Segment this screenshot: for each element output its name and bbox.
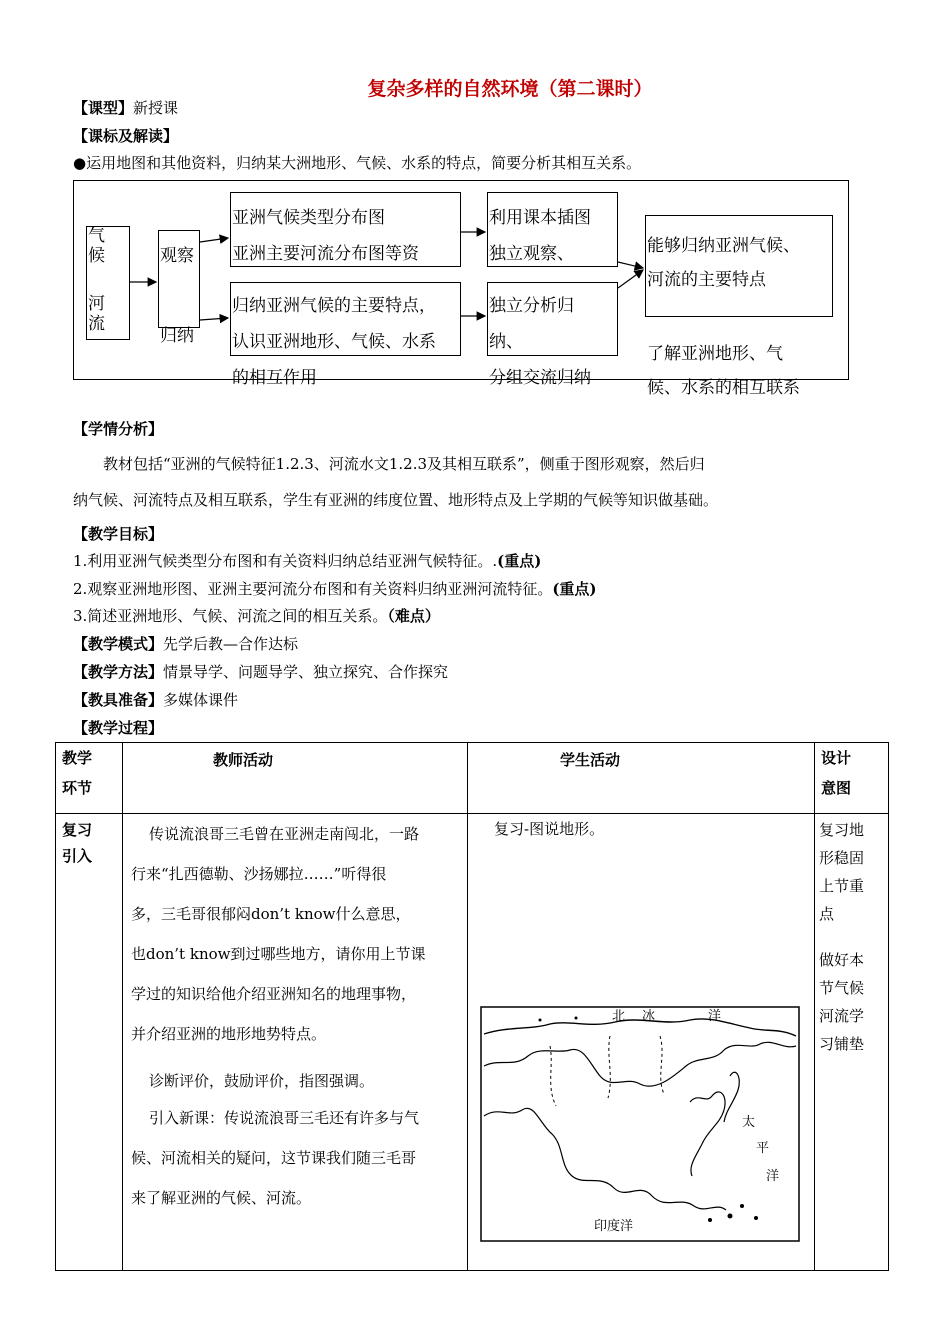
island-dot	[728, 1214, 733, 1219]
flow-maps-line2: 亚洲主要河流分布图等资	[232, 244, 419, 264]
objective-item-3: 3.简述亚洲地形、气候、河流之间的相互关系。（难点）	[73, 607, 440, 625]
standard-bullet: ●运用地图和其他资料，归纳某大洲地形、气候、水系的特点，简要分析其相互关系。	[73, 154, 642, 172]
teacher-text-line: 行来“扎西德勒、沙扬娜拉……”听得很	[131, 865, 387, 883]
arrow-activity1-to-goal	[618, 262, 643, 268]
standard-label: 【课标及解读】	[73, 127, 179, 145]
header-stage: 教学 环节	[56, 743, 123, 814]
teacher-text-line: 学过的知识给他介绍亚洲知名的地理事物，	[131, 985, 417, 1003]
row-student-activity	[468, 814, 815, 1271]
method-line: 【教学方法】情景导学、问题导学、独立探究、合作探究	[73, 663, 449, 681]
flow-activity2-line3: 分组交流归纳	[489, 368, 591, 388]
process-table-header	[56, 743, 889, 814]
flow-summarize-line3: 的相互作用	[232, 368, 317, 388]
header-teacher: 教师活动	[123, 743, 468, 814]
teacher-text-line: 也don’t know到过哪些地方，请你用上节课	[131, 945, 426, 963]
flow-maps-line1: 亚洲气候类型分布图	[232, 208, 385, 228]
island-dot	[708, 1218, 712, 1222]
process-label: 【教学过程】	[73, 719, 164, 737]
flow-goal1-line2: 河流的主要特点	[647, 270, 766, 290]
arrow-step-to-maps	[200, 238, 228, 242]
intent-line: 习铺垫	[819, 1035, 865, 1053]
map-label-ping: 平	[756, 1141, 770, 1156]
map-label-indian: 印度洋	[594, 1219, 634, 1234]
intent-line: 做好本	[819, 951, 865, 969]
intent-line: 形稳固	[819, 849, 865, 867]
row-design-intent	[815, 814, 889, 1271]
header-intent: 设计 意图	[815, 743, 889, 814]
flow-step-summarize: 归纳	[160, 326, 194, 346]
intent-line: 点	[819, 905, 835, 923]
flow-arrows	[0, 0, 950, 420]
map-label-yang: 洋	[766, 1169, 780, 1184]
flow-topic-a: 气候	[88, 226, 105, 266]
intent-line: 节气候	[819, 979, 865, 997]
table-row	[56, 814, 889, 1271]
map-label-tai: 太	[742, 1115, 756, 1130]
flow-summarize-line1: 归纳亚洲气候的主要特点，	[232, 296, 436, 316]
objective-item-1: 1.利用亚洲气候类型分布图和有关资料归纳总结亚洲气候特征。.(重点)	[73, 552, 542, 570]
intent-line: 复习地	[819, 821, 865, 839]
flow-goal2-line1: 了解亚洲地形、气	[647, 344, 783, 364]
flow-goal1-line1: 能够归纳亚洲气候、	[647, 236, 800, 256]
analysis-line2: 纳气候、河流特点及相互联系，学生有亚洲的纬度位置、地形特点及上学期的气候等知识做基础。	[73, 491, 719, 509]
intent-line: 河流学	[819, 1007, 865, 1025]
course-type-label: 【课型】	[73, 99, 134, 117]
map-label-north: 北	[612, 1009, 626, 1024]
island-dot	[754, 1216, 758, 1220]
analysis-label: 【学情分析】	[73, 420, 164, 438]
island-dot	[740, 1204, 744, 1208]
arrow-activity2-to-goal	[618, 270, 643, 288]
asia-map	[480, 1006, 800, 1242]
objectives-label: 【教学目标】	[73, 525, 164, 543]
flow-goal2-line2: 候、水系的相互联系	[647, 378, 800, 398]
teacher-text-line: 并介绍亚洲的地形地势特点。	[131, 1025, 327, 1043]
row-teacher-activity	[123, 814, 468, 1271]
flow-topic-b: 河流	[88, 294, 105, 334]
mode-line: 【教学模式】先学后教—合作达标	[73, 635, 299, 653]
flow-summarize-line2: 认识亚洲地形、气候、水系	[232, 332, 436, 352]
course-type-value: 新授课	[133, 99, 179, 117]
map-label-ice: 冰	[642, 1009, 656, 1024]
intent-line: 上节重	[819, 877, 865, 895]
teacher-intro-line: 来了解亚洲的气候、河流。	[131, 1189, 312, 1207]
teacher-intro-line: 引入新课：传说流浪哥三毛还有许多与气	[149, 1109, 420, 1127]
objective-item-2: 2.观察亚洲地形图、亚洲主要河流分布图和有关资料归纳亚洲河流特征。(重点)	[73, 580, 597, 598]
teacher-eval: 诊断评价，鼓励评价，指图强调。	[149, 1072, 375, 1090]
flow-activity1-line1: 利用课本插图	[489, 208, 591, 228]
flow-step-observe: 观察	[160, 246, 194, 266]
process-table	[55, 742, 889, 1271]
island-dot	[575, 1017, 578, 1020]
student-text: 复习-图说地形。	[494, 820, 605, 838]
analysis-line1: 教材包括“亚洲的气候特征1.2.3、河流水文1.2.3及其相互联系”，侧重于图形观察，然后归	[103, 455, 705, 473]
tools-line: 【教具准备】多媒体课件	[73, 691, 239, 709]
map-label-ocean-n: 洋	[708, 1009, 722, 1024]
teacher-text-line: 传说流浪哥三毛曾在亚洲走南闯北，一路	[149, 825, 420, 843]
flow-activity1-line2: 独立观察、	[489, 244, 574, 264]
island-dot	[539, 1019, 542, 1022]
row-stage: 复习 引入	[56, 814, 123, 1271]
flow-activity2-line1: 独立分析归	[489, 296, 574, 316]
teacher-intro-line: 候、河流相关的疑问，这节课我们随三毛哥	[131, 1149, 417, 1167]
teacher-text-line: 多，三毛哥很郁闷don’t know什么意思，	[131, 905, 411, 923]
page-title: 复杂多样的自然环境（第二课时）	[367, 78, 653, 100]
flow-activity2-line2: 纳、	[489, 332, 523, 352]
arrow-step-to-summarize	[200, 318, 228, 320]
header-student: 学生活动	[468, 743, 815, 814]
